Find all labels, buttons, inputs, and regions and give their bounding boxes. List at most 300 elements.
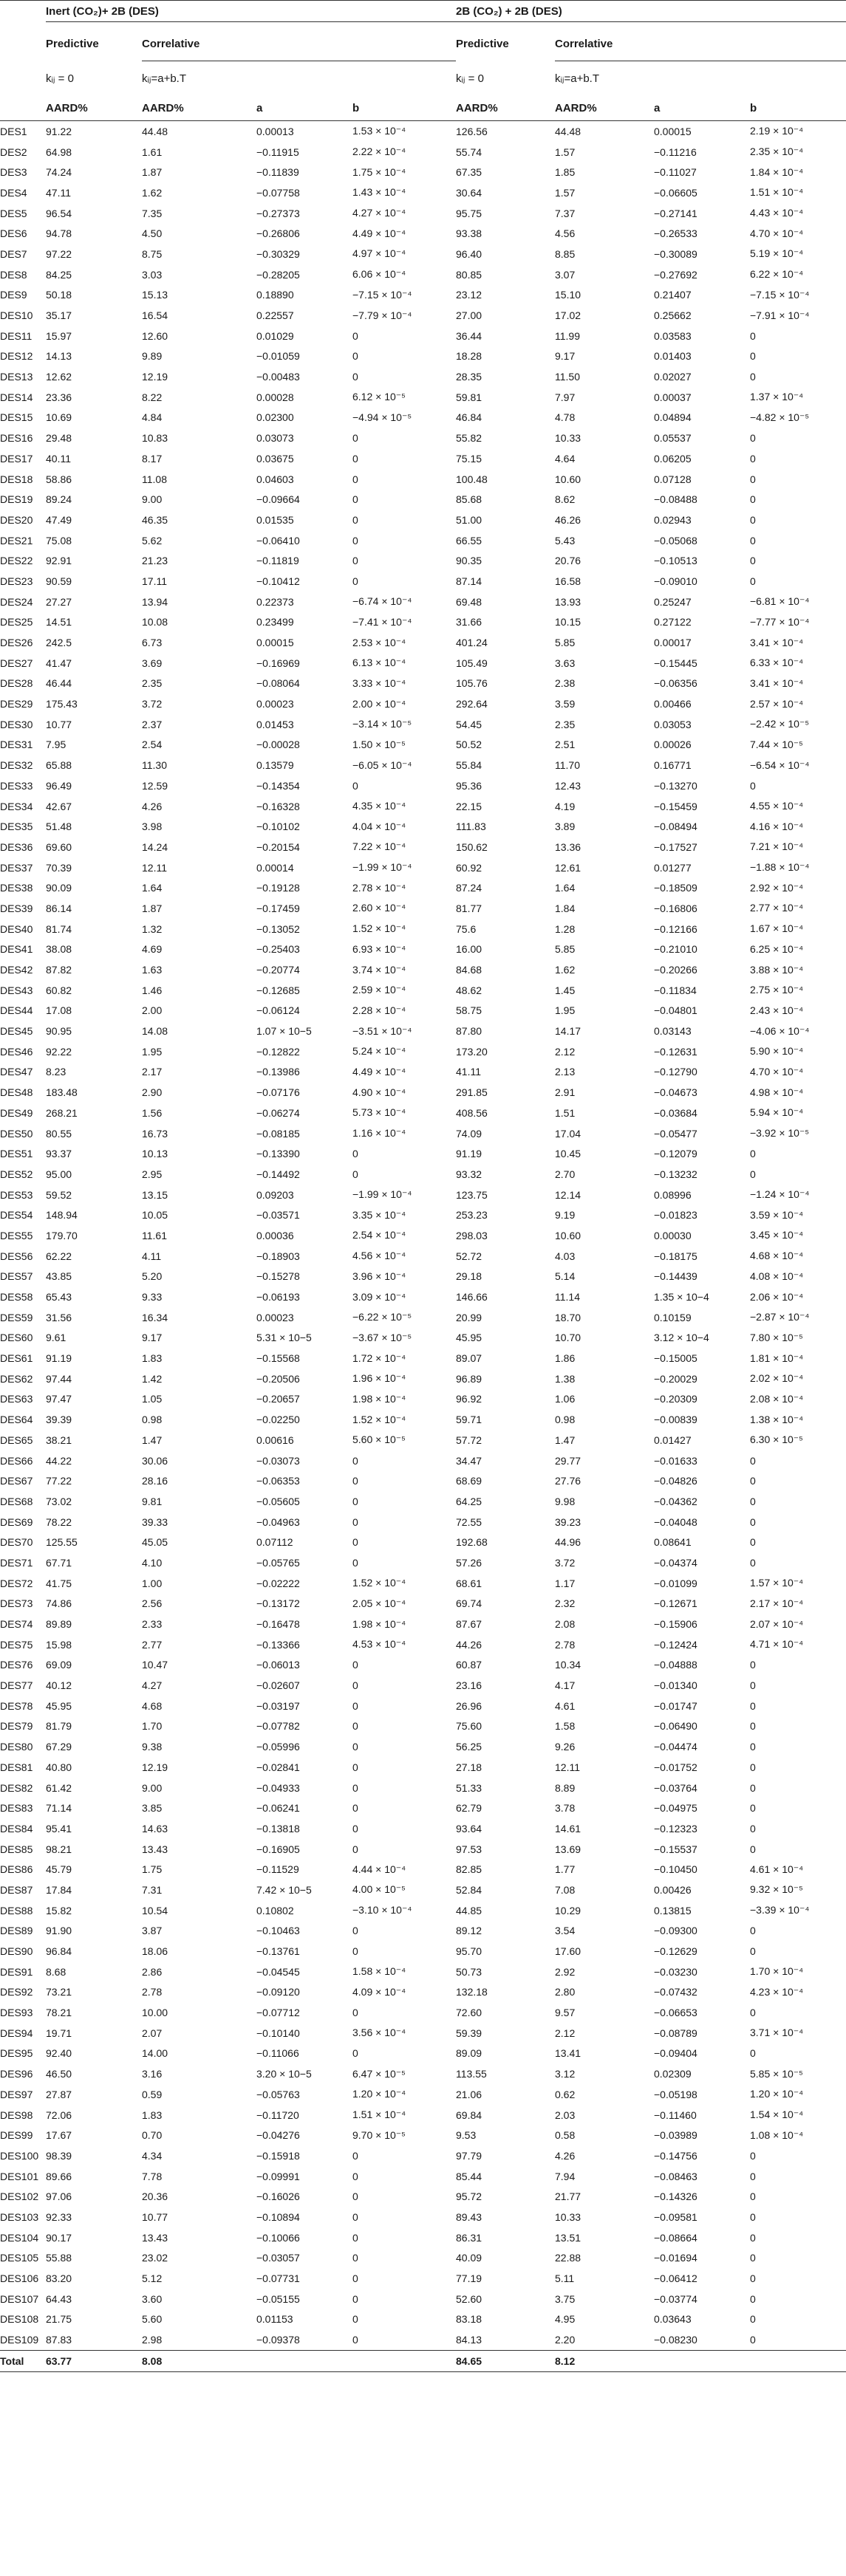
b-2b-cell: 0 xyxy=(750,1475,756,1487)
predictive-aard-inert-cell: 97.06 xyxy=(46,2190,72,2203)
predictive-aard-2b-cell: 95.36 xyxy=(456,779,482,792)
correlative-aard-2b-cell: 13.69 xyxy=(555,1843,581,1855)
a-inert-cell: −0.07782 xyxy=(256,1720,300,1733)
a-inert-cell: −0.10066 xyxy=(256,2231,300,2244)
b-inert-cell: 1.20 × 10⁻⁴ xyxy=(352,2088,406,2100)
correlative-aard-2b-cell: 0.58 xyxy=(555,2129,576,2142)
table-row xyxy=(0,1716,846,1737)
predictive-aard-2b-cell: 86.31 xyxy=(456,2231,482,2244)
predictive-aard-inert-cell: 78.22 xyxy=(46,1515,72,1528)
a-2b-cell: 0.01403 xyxy=(654,350,692,363)
table-row xyxy=(0,1921,846,1942)
a-inert-cell: 0.00616 xyxy=(256,1433,294,1446)
b-2b-cell: −7.91 × 10⁻⁴ xyxy=(750,309,810,321)
b-inert-cell: 3.09 × 10⁻⁴ xyxy=(352,1290,406,1303)
a-inert-cell: −0.15278 xyxy=(256,1270,300,1283)
predictive-aard-2b-cell: 192.68 xyxy=(456,1536,488,1549)
predictive-aard-inert-cell: 38.21 xyxy=(46,1433,72,1446)
a-inert-cell: −0.30329 xyxy=(256,247,300,260)
b-inert-cell: 5.60 × 10⁻⁵ xyxy=(352,1433,406,1446)
table-row xyxy=(0,714,846,735)
a-inert-cell: −0.15568 xyxy=(256,1352,300,1365)
predictive-aard-2b-cell: 44.26 xyxy=(456,1638,482,1651)
a-2b-cell: −0.06490 xyxy=(654,1720,697,1733)
correlative-aard-inert-cell: 2.98 xyxy=(142,2334,163,2346)
table-row xyxy=(0,1062,846,1083)
b-2b-cell: 0 xyxy=(750,1168,756,1180)
a-2b-cell: −0.04801 xyxy=(654,1004,697,1017)
correlative-aard-inert-cell: 8.22 xyxy=(142,391,163,403)
des-id-cell: DES53 xyxy=(0,1188,33,1201)
predictive-aard-2b-cell: 27.18 xyxy=(456,1761,482,1773)
des-id-cell: DES85 xyxy=(0,1843,33,1855)
des-id-cell: DES89 xyxy=(0,1925,33,1937)
b-inert-cell: 9.70 × 10⁻⁵ xyxy=(352,2128,406,2141)
b-inert-cell: −4.94 × 10⁻⁵ xyxy=(352,411,412,423)
a-inert-cell: 0.10802 xyxy=(256,1904,294,1916)
table-row xyxy=(0,612,846,633)
correlative-aard-2b-cell: 13.93 xyxy=(555,595,581,608)
b-inert-cell: −3.14 × 10⁻⁵ xyxy=(352,718,412,730)
b-2b-cell: −6.81 × 10⁻⁴ xyxy=(750,595,810,608)
predictive-aard-inert-cell: 41.47 xyxy=(46,657,72,669)
des-id-cell: DES74 xyxy=(0,1618,33,1631)
correlative-aard-2b-cell: 12.43 xyxy=(555,779,581,792)
a-2b-cell: −0.10450 xyxy=(654,1863,697,1876)
b-2b-cell: 5.90 × 10⁻⁴ xyxy=(750,1045,804,1058)
b-2b-cell: 0 xyxy=(750,1822,756,1835)
correlative-aard-2b-cell: 3.63 xyxy=(555,657,576,669)
correlative-aard-2b-cell: 13.36 xyxy=(555,840,581,853)
des-id-cell: DES95 xyxy=(0,2047,33,2060)
a-inert-cell: −0.10102 xyxy=(256,821,300,833)
a-inert-cell: −0.04963 xyxy=(256,1515,300,1528)
des-id-cell: DES12 xyxy=(0,350,33,363)
b-inert-cell: 0 xyxy=(352,1781,358,1794)
des-id-cell: DES67 xyxy=(0,1475,33,1487)
correlative-aard-inert-cell: 13.15 xyxy=(142,1188,168,1201)
predictive-aard-inert-cell: 91.90 xyxy=(46,1925,72,1937)
correlative-aard-inert-cell: 2.33 xyxy=(142,1618,163,1631)
a-inert-cell: −0.07731 xyxy=(256,2272,300,2285)
b-2b-cell: 1.84 × 10⁻⁴ xyxy=(750,165,804,178)
correlative-aard-2b-cell: 1.17 xyxy=(555,1577,576,1589)
b-2b-cell: 3.41 × 10⁻⁴ xyxy=(750,636,804,648)
correlative-aard-2b-cell: 2.92 xyxy=(555,1965,576,1978)
des-id-cell: DES41 xyxy=(0,943,33,956)
predictive-aard-2b-cell: 29.18 xyxy=(456,1270,482,1283)
predictive-aard-inert-cell: 67.29 xyxy=(46,1741,72,1753)
a-inert-cell: 0.18890 xyxy=(256,289,294,301)
correlative-aard-inert-cell: 3.98 xyxy=(142,821,163,833)
b-inert-cell: −7.15 × 10⁻⁴ xyxy=(352,288,412,301)
table-row xyxy=(0,1982,846,2003)
a-inert-cell xyxy=(256,2350,352,2371)
des-id-cell: DES68 xyxy=(0,1495,33,1507)
predictive-aard-inert-cell: 14.51 xyxy=(46,616,72,628)
a-2b-cell: 0.01277 xyxy=(654,861,692,874)
a-2b-cell: −0.18509 xyxy=(654,882,697,894)
des-id-cell: DES25 xyxy=(0,616,33,628)
des-id-cell: DES65 xyxy=(0,1433,33,1446)
b-2b-cell xyxy=(750,2350,846,2371)
predictive-aard-2b-cell: 93.32 xyxy=(456,1168,482,1180)
a-inert-cell: −0.08185 xyxy=(256,1127,300,1140)
a-2b-cell: −0.15537 xyxy=(654,1843,697,1855)
table-row xyxy=(0,550,846,571)
b-inert-cell: 2.00 × 10⁻⁴ xyxy=(352,697,406,710)
predictive-aard-2b-cell: 87.24 xyxy=(456,882,482,894)
correlative-aard-inert-cell: 0.98 xyxy=(142,1414,163,1426)
predictive-aard-2b-cell: 52.60 xyxy=(456,2292,482,2305)
b-inert-cell: 1.98 × 10⁻⁴ xyxy=(352,1392,406,1405)
a-inert-cell: −0.25403 xyxy=(256,943,300,956)
b-2b-cell: 0 xyxy=(750,1454,756,1467)
correlative-aard-2b-cell: 8.85 xyxy=(555,247,576,260)
correlative-aard-inert-cell: 9.00 xyxy=(142,493,163,506)
correlative-aard-inert-cell: 14.24 xyxy=(142,840,168,853)
table-row xyxy=(0,1409,846,1430)
correlative-aard-inert-cell: 2.37 xyxy=(142,718,163,730)
b-2b-cell: 1.81 × 10⁻⁴ xyxy=(750,1352,804,1364)
table-row xyxy=(0,877,846,898)
b-2b-cell: 9.32 × 10⁻⁵ xyxy=(750,1883,803,1896)
b-2b-cell: −6.54 × 10⁻⁴ xyxy=(750,758,810,771)
correlative-aard-inert-cell: 6.73 xyxy=(142,637,163,649)
predictive-aard-2b-cell: 34.47 xyxy=(456,1454,482,1467)
a-2b-cell: −0.06605 xyxy=(654,186,697,199)
a-2b-cell: −0.27692 xyxy=(654,268,697,281)
a-2b-cell: −0.09010 xyxy=(654,575,697,587)
a-header: a xyxy=(256,95,352,121)
a-inert-cell: −0.11819 xyxy=(256,555,299,567)
predictive-aard-2b-cell: 150.62 xyxy=(456,840,488,853)
correlative-aard-2b-cell: 4.19 xyxy=(555,800,576,812)
a-inert-cell: 0.00015 xyxy=(256,637,294,649)
a-2b-cell: −0.08488 xyxy=(654,493,697,506)
predictive-aard-inert-cell: 46.44 xyxy=(46,677,72,690)
b-2b-cell: 3.45 × 10⁻⁴ xyxy=(750,1229,804,1241)
a-2b-cell: 0.00426 xyxy=(654,1883,692,1896)
a-inert-cell: −0.09664 xyxy=(256,493,300,506)
aard-header: AARD% xyxy=(46,95,142,121)
a-2b-cell: −0.10513 xyxy=(654,555,697,567)
table-row xyxy=(0,1512,846,1532)
b-inert-cell: 6.47 × 10⁻⁵ xyxy=(352,2067,406,2080)
b-2b-cell: 3.88 × 10⁻⁴ xyxy=(750,963,804,976)
a-inert-cell: −0.07712 xyxy=(256,2007,300,2019)
table-row xyxy=(0,571,846,592)
predictive-aard-inert-cell: 8.68 xyxy=(46,1965,66,1978)
des-id-cell: DES69 xyxy=(0,1515,33,1528)
table-row xyxy=(0,2309,846,2330)
b-header: b xyxy=(750,95,846,121)
b-2b-cell: 2.57 × 10⁻⁴ xyxy=(750,697,804,710)
predictive-aard-2b-cell: 75.60 xyxy=(456,1720,482,1733)
des-id-cell: DES27 xyxy=(0,657,33,669)
des-id-cell: DES18 xyxy=(0,473,33,485)
des-id-cell: DES51 xyxy=(0,1148,33,1160)
predictive-aard-inert-cell: 15.98 xyxy=(46,1638,72,1651)
correlative-aard-2b-cell: 27.76 xyxy=(555,1475,581,1487)
a-2b-cell: 0.04894 xyxy=(654,411,692,424)
predictive-aard-inert-cell: 65.88 xyxy=(46,759,72,772)
b-2b-cell: 0 xyxy=(750,779,756,792)
predictive-aard-2b-cell: 82.85 xyxy=(456,1863,482,1876)
table-row xyxy=(0,2145,846,2166)
des-id-cell: DES100 xyxy=(0,2149,39,2162)
b-inert-cell: 3.33 × 10⁻⁴ xyxy=(352,676,406,689)
correlative-aard-inert-cell: 1.87 xyxy=(142,902,163,914)
correlative-aard-inert-cell: 12.11 xyxy=(142,861,167,874)
table-row xyxy=(0,1941,846,1962)
correlative-aard-2b-cell: 2.12 xyxy=(555,1045,576,1058)
a-inert-cell: −0.09120 xyxy=(256,1986,300,1998)
a-inert-cell: 0.23499 xyxy=(256,616,294,628)
table-row xyxy=(0,1675,846,1696)
correlative-aard-inert-cell: 12.19 xyxy=(142,1761,168,1773)
des-id-cell: DES50 xyxy=(0,1127,33,1140)
predictive-aard-inert-cell: 55.88 xyxy=(46,2252,72,2264)
correlative-aard-2b-cell: 13.51 xyxy=(555,2231,581,2244)
b-2b-cell: 0 xyxy=(750,575,756,587)
correlative-aard-inert-cell: 39.33 xyxy=(142,1515,168,1528)
des-id-cell: DES33 xyxy=(0,779,33,792)
predictive-aard-2b-cell: 21.06 xyxy=(456,2088,482,2100)
predictive-aard-2b-cell: 55.82 xyxy=(456,432,482,445)
header-row-groups xyxy=(0,1,846,22)
b-2b-cell: 0 xyxy=(750,1556,756,1569)
a-inert-cell: −0.11839 xyxy=(256,166,299,179)
correlative-aard-2b-cell: 11.50 xyxy=(555,371,580,383)
b-inert-cell: 0 xyxy=(352,2252,358,2264)
predictive-aard-inert-cell: 97.47 xyxy=(46,1393,72,1405)
predictive-aard-inert-cell: 89.66 xyxy=(46,2170,72,2182)
predictive-aard-inert-cell: 44.22 xyxy=(46,1454,72,1467)
b-2b-cell: 1.08 × 10⁻⁴ xyxy=(750,2128,804,2141)
b-2b-cell: 3.41 × 10⁻⁴ xyxy=(750,676,804,689)
table-row xyxy=(0,2105,846,2125)
a-inert-cell: −0.13986 xyxy=(256,1066,300,1078)
correlative-aard-2b-cell: 17.60 xyxy=(555,1945,581,1958)
predictive-aard-inert-cell: 40.80 xyxy=(46,1761,72,1773)
des-id-cell: DES91 xyxy=(0,1965,33,1978)
des-id-cell: DES22 xyxy=(0,555,33,567)
correlative-aard-inert-cell: 13.94 xyxy=(142,595,168,608)
b-2b-cell: 5.94 × 10⁻⁴ xyxy=(750,1106,804,1119)
table-row xyxy=(0,387,846,408)
b-inert-cell: 0 xyxy=(352,2149,358,2162)
b-inert-cell: −7.79 × 10⁻⁴ xyxy=(352,309,412,321)
a-inert-cell: −0.11529 xyxy=(256,1863,299,1876)
predictive-aard-2b-cell: 123.75 xyxy=(456,1188,488,1201)
a-2b-cell: −0.12631 xyxy=(654,1045,697,1058)
predictive-aard-2b-cell: 105.49 xyxy=(456,657,488,669)
correlative-aard-2b-cell: 11.99 xyxy=(555,329,580,342)
a-2b-cell: −0.08230 xyxy=(654,2334,697,2346)
predictive-aard-inert-cell: 43.85 xyxy=(46,1270,72,1283)
table-row xyxy=(0,796,846,817)
predictive-aard-2b-cell: 93.38 xyxy=(456,227,482,240)
predictive-aard-2b-cell: 28.35 xyxy=(456,371,482,383)
table-row xyxy=(0,1573,846,1594)
b-2b-cell: 4.55 × 10⁻⁴ xyxy=(750,800,804,812)
a-inert-cell: −0.16478 xyxy=(256,1618,300,1631)
a-inert-cell: −0.02222 xyxy=(256,1577,300,1589)
a-inert-cell: 0.04603 xyxy=(256,473,294,485)
des-id-cell: DES5 xyxy=(0,207,27,219)
b-2b-cell: 0 xyxy=(750,350,756,363)
predictive-aard-inert-cell: 51.48 xyxy=(46,821,72,833)
kij-zero-2: kᵢⱼ = 0 xyxy=(456,72,484,85)
des-id-cell: DES54 xyxy=(0,1209,33,1222)
des-id-cell: DES4 xyxy=(0,186,27,199)
a-inert-cell: −0.03571 xyxy=(256,1209,300,1222)
b-2b-cell: 0 xyxy=(750,1741,756,1753)
table-row xyxy=(0,2063,846,2084)
correlative-aard-2b-cell: 3.07 xyxy=(555,268,576,281)
des-id-cell: DES6 xyxy=(0,227,27,240)
predictive-aard-2b-cell: 67.35 xyxy=(456,166,482,179)
predictive-aard-inert-cell: 71.14 xyxy=(46,1802,72,1815)
predictive-aard-inert-cell: 45.95 xyxy=(46,1699,72,1712)
des-id-cell: DES96 xyxy=(0,2068,33,2080)
b-inert-cell: 3.96 × 10⁻⁴ xyxy=(352,1270,406,1282)
a-inert-cell: −0.20506 xyxy=(256,1372,300,1385)
correlative-aard-2b-cell: 8.12 xyxy=(555,2350,654,2371)
correlative-aard-inert-cell: 2.86 xyxy=(142,1965,163,1978)
b-inert-cell: 4.09 × 10⁻⁴ xyxy=(352,1985,406,1998)
b-2b-cell: 6.22 × 10⁻⁴ xyxy=(750,268,804,281)
kij-formula-1: kᵢⱼ=a+b.T xyxy=(142,72,187,85)
b-inert-cell: 6.13 × 10⁻⁴ xyxy=(352,657,406,669)
a-inert-cell: −0.10463 xyxy=(256,1925,300,1937)
b-inert-cell: 0 xyxy=(352,2170,358,2182)
des-id-cell: DES7 xyxy=(0,247,27,260)
a-2b-cell: −0.03684 xyxy=(654,1106,697,1119)
correlative-aard-2b-cell: 10.33 xyxy=(555,432,581,445)
b-inert-cell: 0 xyxy=(352,2292,358,2305)
b-inert-cell: 2.05 × 10⁻⁴ xyxy=(352,1597,406,1609)
predictive-aard-inert-cell: 95.41 xyxy=(46,1822,72,1835)
correlative-aard-inert-cell: 12.60 xyxy=(142,329,168,342)
a-2b-cell: −0.04374 xyxy=(654,1556,697,1569)
correlative-aard-inert-cell: 3.72 xyxy=(142,698,163,710)
des-id-cell: DES79 xyxy=(0,1720,33,1733)
correlative-aard-2b-cell: 4.03 xyxy=(555,1250,576,1262)
a-inert-cell: −0.13172 xyxy=(256,1597,300,1610)
table-row xyxy=(0,1450,846,1471)
correlative-aard-inert-cell: 2.56 xyxy=(142,1597,163,1610)
b-inert-cell: 0 xyxy=(352,1699,358,1712)
predictive-aard-2b-cell: 84.13 xyxy=(456,2334,482,2346)
a-inert-cell: −0.13052 xyxy=(256,922,300,935)
des-id-cell: DES86 xyxy=(0,1863,33,1876)
b-inert-cell: 0 xyxy=(352,2231,358,2244)
predictive-aard-inert-cell: 91.22 xyxy=(46,125,72,137)
predictive-aard-2b-cell: 95.72 xyxy=(456,2190,482,2203)
correlative-aard-2b-cell: 2.32 xyxy=(555,1597,576,1610)
b-2b-cell: 3.59 × 10⁻⁴ xyxy=(750,1208,804,1221)
b-2b-cell: 4.71 × 10⁻⁴ xyxy=(750,1638,804,1651)
b-inert-cell: 0 xyxy=(352,1168,358,1180)
a-2b-cell: −0.26533 xyxy=(654,227,697,240)
a-2b-cell: −0.04048 xyxy=(654,1515,697,1528)
predictive-aard-inert-cell: 31.56 xyxy=(46,1311,72,1323)
predictive-aard-2b-cell: 96.92 xyxy=(456,1393,482,1405)
a-2b-cell: −0.04888 xyxy=(654,1659,697,1671)
b-header: b xyxy=(352,95,456,121)
group1-header: Inert (CO₂)+ 2B (DES) xyxy=(46,1,456,22)
b-2b-cell: 0 xyxy=(750,1536,756,1549)
b-2b-cell: 1.57 × 10⁻⁴ xyxy=(750,1577,804,1589)
des-id-cell: DES107 xyxy=(0,2292,39,2305)
des-id-cell: DES49 xyxy=(0,1106,33,1119)
predictive-aard-inert-cell: 9.61 xyxy=(46,1332,66,1344)
predictive-aard-inert-cell: 74.86 xyxy=(46,1597,72,1610)
table-row xyxy=(0,1839,846,1860)
des-id-cell: DES102 xyxy=(0,2190,39,2203)
a-2b-cell: 0.00017 xyxy=(654,637,692,649)
a-2b-cell: −0.13232 xyxy=(654,1168,697,1180)
correlative-aard-2b-cell: 2.91 xyxy=(555,1086,576,1099)
b-inert-cell: 1.96 × 10⁻⁴ xyxy=(352,1372,406,1385)
correlative-aard-inert-cell: 15.13 xyxy=(142,289,168,301)
table-row xyxy=(0,203,846,224)
a-inert-cell: 0.09203 xyxy=(256,1188,294,1201)
a-inert-cell: −0.11915 xyxy=(256,145,299,158)
a-inert-cell: 0.01535 xyxy=(256,513,294,526)
table-row xyxy=(0,2084,846,2105)
predictive-aard-2b-cell: 75.6 xyxy=(456,922,477,935)
a-2b-cell: −0.20309 xyxy=(654,1393,697,1405)
a-2b-cell: −0.09581 xyxy=(654,2210,697,2223)
correlative-aard-2b-cell: 21.77 xyxy=(555,2190,581,2203)
correlative-aard-inert-cell: 4.27 xyxy=(142,1679,163,1692)
predictive-aard-2b-cell: 18.28 xyxy=(456,350,482,363)
predictive-aard-inert-cell: 72.06 xyxy=(46,2109,72,2121)
b-inert-cell: −3.67 × 10⁻⁵ xyxy=(352,1331,412,1343)
predictive-aard-inert-cell: 15.82 xyxy=(46,1904,72,1916)
correlative-aard-2b-cell: 1.38 xyxy=(555,1372,576,1385)
predictive-aard-inert-cell: 61.42 xyxy=(46,1781,72,1794)
b-inert-cell: −1.99 × 10⁻⁴ xyxy=(352,1188,412,1201)
a-inert-cell: −0.10412 xyxy=(256,575,300,587)
predictive-aard-2b-cell: 91.19 xyxy=(456,1148,482,1160)
table-row xyxy=(0,735,846,756)
b-2b-cell: 0 xyxy=(750,432,756,445)
predictive-aard-inert-cell: 81.79 xyxy=(46,1720,72,1733)
a-2b-cell: −0.20029 xyxy=(654,1372,697,1385)
des-id-cell: DES76 xyxy=(0,1659,33,1671)
table-row xyxy=(0,1491,846,1512)
des-id-cell: DES101 xyxy=(0,2170,39,2182)
des-id-cell: DES90 xyxy=(0,1945,33,1958)
des-id-cell: DES78 xyxy=(0,1699,33,1712)
predictive-aard-inert-cell: 84.25 xyxy=(46,268,72,281)
predictive-aard-2b-cell: 26.96 xyxy=(456,1699,482,1712)
a-inert-cell: −0.04276 xyxy=(256,2129,300,2142)
correlative-aard-2b-cell: 9.98 xyxy=(555,1495,576,1507)
predictive-aard-inert-cell: 27.27 xyxy=(46,595,72,608)
b-inert-cell: 0 xyxy=(352,350,358,363)
predictive-aard-2b-cell: 85.68 xyxy=(456,493,482,506)
header-row-types xyxy=(0,22,846,61)
predictive-aard-2b-cell: 57.72 xyxy=(456,1433,482,1446)
a-inert-cell: −0.05155 xyxy=(256,2292,300,2305)
a-inert-cell: 1.07 × 10−5 xyxy=(256,1025,312,1038)
des-id-cell: DES72 xyxy=(0,1577,33,1589)
